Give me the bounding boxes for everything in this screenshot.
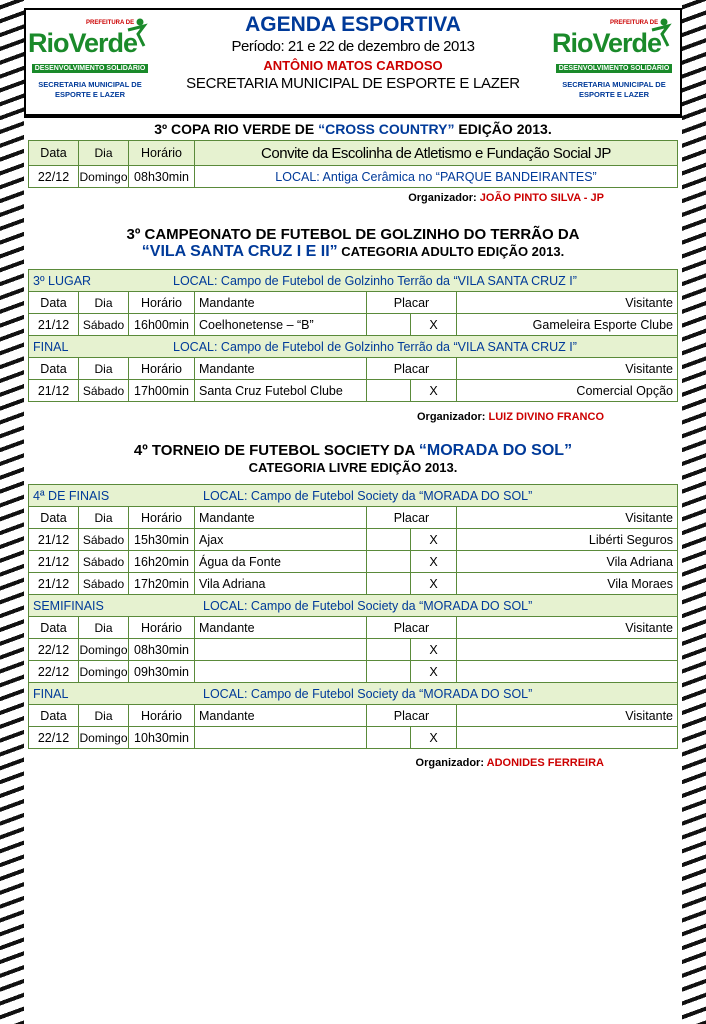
cell-dia: Domingo bbox=[79, 727, 129, 748]
cell-score-x: X bbox=[411, 380, 457, 401]
header-visitante: Visitante bbox=[625, 361, 673, 376]
cell-score-x: X bbox=[411, 573, 457, 594]
title-line-2: CATEGORIA LIVRE EDIÇÃO 2013. bbox=[248, 460, 458, 475]
cell-data: 22/12 bbox=[29, 639, 79, 660]
table-row bbox=[29, 529, 677, 551]
stage-label: 3º LUGAR bbox=[33, 273, 92, 288]
page-header bbox=[24, 8, 682, 116]
header-visitante: Visitante bbox=[625, 510, 673, 525]
cell-dia: Sábado bbox=[79, 573, 129, 594]
stage-label: FINAL bbox=[33, 686, 69, 701]
header-data: Data bbox=[29, 617, 79, 638]
decorative-border-left bbox=[0, 0, 24, 1024]
organizer-label: Organizador: bbox=[408, 192, 480, 204]
header-visitante: Visitante bbox=[625, 295, 673, 310]
cell-dia: Sábado bbox=[79, 380, 129, 401]
stage-band bbox=[29, 485, 677, 507]
cell-visitante bbox=[457, 639, 677, 660]
table-header-row bbox=[29, 141, 677, 166]
header-horario: Horário bbox=[129, 141, 195, 165]
stage-local: LOCAL: Campo de Futebol de Golzinho Terrão da “VILA SANTA CRUZ I” bbox=[173, 273, 577, 288]
header-visitante: Visitante bbox=[625, 708, 673, 723]
title-part: EDIÇÃO 2013. bbox=[454, 121, 552, 137]
cell-score-x: X bbox=[411, 727, 457, 748]
cell-score-home bbox=[367, 314, 411, 335]
event-description: Convite da Escolinha de Atletismo e Fundação Social JP bbox=[261, 144, 611, 162]
period: Período: 21 e 22 de dezembro de 2013 bbox=[231, 38, 475, 55]
decorative-border-right bbox=[682, 0, 706, 1024]
header-horario: Horário bbox=[129, 507, 195, 528]
table-row bbox=[29, 573, 677, 595]
cell-data: 22/12 bbox=[29, 661, 79, 682]
header-data: Data bbox=[29, 358, 79, 379]
secretaria-name: SECRETARIA MUNICIPAL DE ESPORTE E LAZER bbox=[186, 75, 520, 92]
cell-dia: Sábado bbox=[79, 551, 129, 572]
logo-brand: RioVerde bbox=[552, 28, 662, 58]
cell-data: 21/12 bbox=[29, 573, 79, 594]
table-society bbox=[28, 484, 678, 749]
table-row bbox=[29, 380, 677, 401]
page bbox=[24, 0, 682, 1024]
header-mandante: Mandante bbox=[195, 358, 367, 379]
cell-score-x: X bbox=[411, 661, 457, 682]
table-header-row bbox=[29, 507, 677, 529]
table-row bbox=[29, 727, 677, 748]
header-dia: Dia bbox=[79, 705, 129, 726]
cell-visitante: Comercial Opção bbox=[576, 383, 673, 398]
table-header-row bbox=[29, 358, 677, 380]
cell-mandante bbox=[195, 727, 367, 748]
cell-score-x: X bbox=[411, 529, 457, 550]
stage-label: FINAL bbox=[33, 339, 69, 354]
cell-score-home bbox=[367, 639, 411, 660]
cell-horario: 08h30min bbox=[129, 166, 195, 187]
header-visitante: Visitante bbox=[625, 620, 673, 635]
organizer-name: JOÃO PINTO SILVA - JP bbox=[479, 192, 604, 204]
header-center bbox=[156, 10, 550, 114]
logo-prefix: PREFEITURA DE bbox=[610, 20, 659, 26]
cell-score-home bbox=[367, 661, 411, 682]
header-dia: Dia bbox=[79, 507, 129, 528]
header-mandante: Mandante bbox=[195, 705, 367, 726]
section-title-golzinho bbox=[24, 226, 682, 261]
header-dia: Dia bbox=[79, 141, 129, 165]
section-title-cross-country bbox=[24, 121, 682, 137]
cell-local: LOCAL: Antiga Cerâmica no “PARQUE BANDEIRANTES” bbox=[275, 169, 597, 184]
cell-horario: 16h00min bbox=[129, 314, 195, 335]
header-horario: Horário bbox=[129, 358, 195, 379]
rio-verde-logo-right bbox=[552, 14, 678, 110]
header-placar: Placar bbox=[367, 617, 457, 638]
cell-dia: Domingo bbox=[79, 661, 129, 682]
cell-visitante bbox=[457, 727, 677, 748]
cell-data: 21/12 bbox=[29, 314, 79, 335]
title-part: 4º TORNEIO DE FUTEBOL SOCIETY DA bbox=[133, 442, 419, 459]
cell-horario: 16h20min bbox=[129, 551, 195, 572]
organizer-label: Organizador: bbox=[415, 757, 487, 769]
cell-score-home bbox=[367, 380, 411, 401]
cell-data: 21/12 bbox=[29, 529, 79, 550]
cell-dia: Sábado bbox=[79, 529, 129, 550]
cell-data: 22/12 bbox=[29, 166, 79, 187]
header-horario: Horário bbox=[129, 617, 195, 638]
organizer-label: Organizador: bbox=[416, 411, 489, 423]
page-title: AGENDA ESPORTIVA bbox=[245, 13, 461, 36]
cell-visitante bbox=[457, 661, 677, 682]
organizer-name: LUIZ DIVINO FRANCO bbox=[488, 411, 604, 423]
stage-band bbox=[29, 683, 677, 705]
table-header-row bbox=[29, 705, 677, 727]
cell-horario: 17h00min bbox=[129, 380, 195, 401]
cell-mandante: Vila Adriana bbox=[195, 573, 367, 594]
stage-label: 4ª DE FINAIS bbox=[33, 488, 110, 503]
header-horario: Horário bbox=[129, 705, 195, 726]
cell-visitante: Gameleira Esporte Clube bbox=[532, 317, 673, 332]
header-horario: Horário bbox=[129, 292, 195, 313]
cell-visitante: Vila Moraes bbox=[607, 576, 673, 591]
table-golzinho bbox=[28, 269, 678, 402]
stage-local: LOCAL: Campo de Futebol Society da “MORADA DO SOL” bbox=[203, 686, 533, 701]
header-placar: Placar bbox=[367, 292, 457, 313]
cell-visitante: Libérti Seguros bbox=[588, 532, 673, 547]
table-row bbox=[29, 166, 677, 187]
title-part: 3º COPA RIO VERDE DE bbox=[154, 121, 319, 137]
table-row bbox=[29, 551, 677, 573]
header-mandante: Mandante bbox=[195, 507, 367, 528]
cell-visitante: Vila Adriana bbox=[606, 554, 673, 569]
organizer bbox=[417, 411, 604, 423]
cell-mandante bbox=[195, 639, 367, 660]
title-highlight: “VILA SANTA CRUZ I E II” bbox=[141, 243, 338, 260]
cell-mandante: Água da Fonte bbox=[195, 551, 367, 572]
header-data: Data bbox=[29, 705, 79, 726]
cell-score-home bbox=[367, 551, 411, 572]
header-dia: Dia bbox=[79, 292, 129, 313]
cell-horario: 08h30min bbox=[129, 639, 195, 660]
cell-score-x: X bbox=[411, 639, 457, 660]
logo-tagline: DESENVOLVIMENTO SOLIDÁRIO bbox=[32, 64, 148, 73]
cell-data: 22/12 bbox=[29, 727, 79, 748]
organizer bbox=[416, 757, 604, 769]
cell-data: 21/12 bbox=[29, 380, 79, 401]
header-dia: Dia bbox=[79, 358, 129, 379]
header-data: Data bbox=[29, 507, 79, 528]
stage-label: SEMIFINAIS bbox=[33, 598, 104, 613]
cell-data: 21/12 bbox=[29, 551, 79, 572]
cell-score-x: X bbox=[411, 314, 457, 335]
cell-dia: Domingo bbox=[79, 166, 129, 187]
cell-mandante: Ajax bbox=[195, 529, 367, 550]
cell-horario: 17h20min bbox=[129, 573, 195, 594]
header-mandante: Mandante bbox=[195, 617, 367, 638]
header-mandante: Mandante bbox=[195, 292, 367, 313]
title-highlight: “MORADA DO SOL” bbox=[418, 442, 573, 459]
logo-secretaria: SECRETARIA MUNICIPAL DE ESPORTE E LAZER bbox=[38, 80, 142, 99]
cell-horario: 10h30min bbox=[129, 727, 195, 748]
divider bbox=[24, 116, 682, 118]
table-row bbox=[29, 661, 677, 683]
header-placar: Placar bbox=[367, 705, 457, 726]
cell-mandante bbox=[195, 661, 367, 682]
stage-band bbox=[29, 336, 677, 358]
rio-verde-logo-left bbox=[28, 14, 154, 110]
cell-mandante: Santa Cruz Futebol Clube bbox=[195, 380, 367, 401]
logo-tagline: DESENVOLVIMENTO SOLIDÁRIO bbox=[556, 64, 672, 73]
cell-dia: Sábado bbox=[79, 314, 129, 335]
header-dia: Dia bbox=[79, 617, 129, 638]
logo-secretaria: SECRETARIA MUNICIPAL DE ESPORTE E LAZER bbox=[562, 80, 666, 99]
organizer bbox=[408, 192, 604, 204]
header-data: Data bbox=[29, 292, 79, 313]
section-title-society bbox=[24, 442, 682, 475]
title-part: CATEGORIA ADULTO EDIÇÃO 2013. bbox=[337, 244, 565, 259]
header-placar: Placar bbox=[367, 507, 457, 528]
secretary-name: ANTÔNIO MATOS CARDOSO bbox=[263, 58, 443, 73]
organizer-name: ADONIDES FERREIRA bbox=[486, 757, 604, 769]
cell-horario: 15h30min bbox=[129, 529, 195, 550]
header-data: Data bbox=[29, 141, 79, 165]
cell-horario: 09h30min bbox=[129, 661, 195, 682]
title-line-1: 3º CAMPEONATO DE FUTEBOL DE GOLZINHO DO TERRÃO DA bbox=[126, 226, 580, 243]
table-row bbox=[29, 314, 677, 336]
header-placar: Placar bbox=[367, 358, 457, 379]
stage-local: LOCAL: Campo de Futebol Society da “MORADA DO SOL” bbox=[203, 598, 533, 613]
cell-score-home bbox=[367, 727, 411, 748]
stage-local: LOCAL: Campo de Futebol Society da “MORADA DO SOL” bbox=[203, 488, 533, 503]
cell-score-home bbox=[367, 573, 411, 594]
table-cross-country bbox=[28, 140, 678, 188]
table-header-row bbox=[29, 617, 677, 639]
table-row bbox=[29, 639, 677, 661]
logo-brand: RioVerde bbox=[28, 28, 138, 58]
cell-score-x: X bbox=[411, 551, 457, 572]
stage-band bbox=[29, 270, 677, 292]
cell-dia: Domingo bbox=[79, 639, 129, 660]
table-header-row bbox=[29, 292, 677, 314]
cell-score-home bbox=[367, 529, 411, 550]
stage-band bbox=[29, 595, 677, 617]
logo-prefix: PREFEITURA DE bbox=[86, 20, 135, 26]
title-highlight: “CROSS COUNTRY” bbox=[318, 121, 455, 137]
stage-local: LOCAL: Campo de Futebol de Golzinho Terrão da “VILA SANTA CRUZ I” bbox=[173, 339, 577, 354]
cell-mandante: Coelhonetense – “B” bbox=[195, 314, 367, 335]
